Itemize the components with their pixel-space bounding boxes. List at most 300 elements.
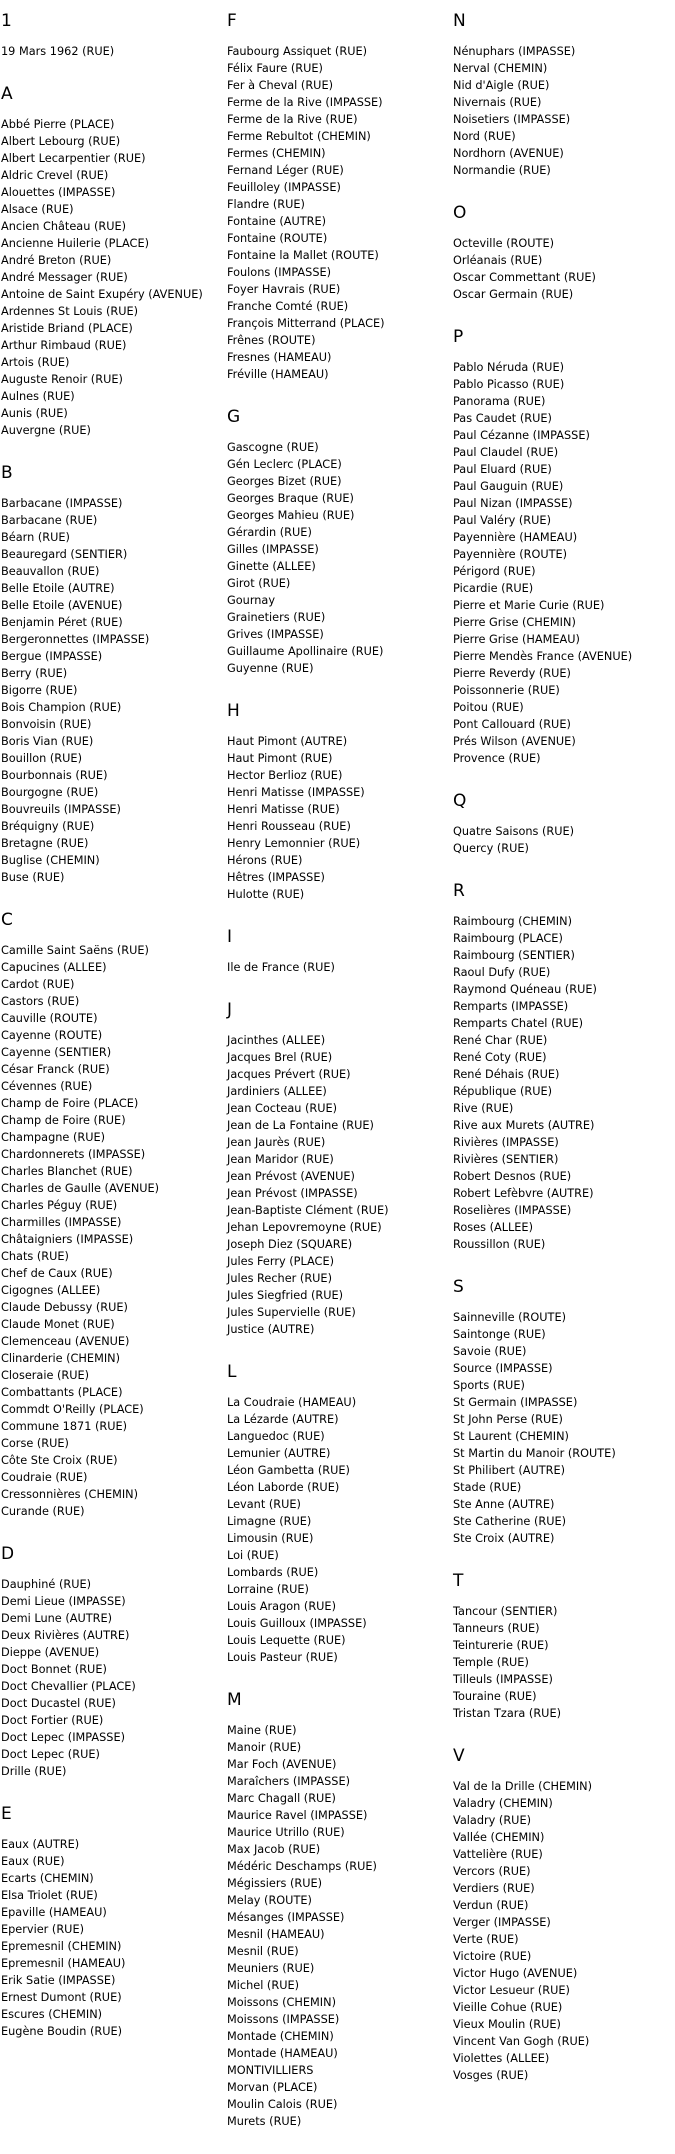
street-entry: Fernand Léger (RUE): [227, 164, 344, 177]
street-column-2: [227, 11, 452, 2154]
street-entry: Murets (RUE): [227, 2115, 302, 2128]
street-entry: Camille Saint Saëns (RUE): [1, 944, 149, 957]
street-entry: La Lézarde (AUTRE): [227, 1413, 339, 1426]
street-entry: Mégissiers (RUE): [227, 1877, 323, 1890]
letter-section: [227, 1690, 452, 2130]
street-entry: Pas Caudet (RUE): [453, 412, 552, 425]
street-entry: Saintonge (RUE): [453, 1328, 546, 1341]
street-entry: Benjamin Péret (RUE): [1, 616, 123, 629]
street-entry: Périgord (RUE): [453, 565, 536, 578]
street-entry: Jean Cocteau (RUE): [227, 1102, 338, 1115]
street-entry: Victoire (RUE): [453, 1950, 532, 1963]
street-entry: Raymond Quéneau (RUE): [453, 983, 597, 996]
street-entry: Champ de Foire (PLACE): [1, 1097, 139, 1110]
letter-heading: 1: [1, 11, 12, 31]
street-entry: Lombards (RUE): [227, 1566, 319, 1579]
street-entry: Cayenne (SENTIER): [1, 1046, 112, 1059]
street-entry: Paul Valéry (RUE): [453, 514, 551, 527]
street-entry: Girot (RUE): [227, 577, 291, 590]
letter-section: [227, 927, 452, 976]
street-entry: 19 Mars 1962 (RUE): [1, 45, 115, 58]
street-entry: Loi (RUE): [227, 1549, 279, 1562]
street-entry: Erik Satie (IMPASSE): [1, 1974, 116, 1987]
street-entry: Hector Berlioz (RUE): [227, 769, 343, 782]
street-entry: Buse (RUE): [1, 871, 65, 884]
street-entry: Gérardin (RUE): [227, 526, 312, 539]
street-entry: Picardie (RUE): [453, 582, 534, 595]
street-entry: Corse (RUE): [1, 1437, 69, 1450]
street-entry: Coudraie (RUE): [1, 1471, 88, 1484]
street-entry: Quatre Saisons (RUE): [453, 825, 575, 838]
street-entry: Deux Rivières (AUTRE): [1, 1629, 130, 1642]
street-entry: Michel (RUE): [227, 1979, 300, 1992]
street-entry: Jean Prévost (AVENUE): [227, 1170, 355, 1183]
letter-section: [1, 84, 226, 439]
street-entry: Henri Matisse (IMPASSE): [227, 786, 365, 799]
street-entry: Fréville (HAMEAU): [227, 368, 329, 381]
street-entry: Limousin (RUE): [227, 1532, 314, 1545]
street-entry: Pablo Picasso (RUE): [453, 378, 565, 391]
letter-section: [227, 407, 452, 677]
street-entry: Béarn (RUE): [1, 531, 70, 544]
street-column-1: [1, 11, 226, 2064]
street-entry: Touraine (RUE): [453, 1690, 537, 1703]
street-entry: Maurice Utrillo (RUE): [227, 1826, 345, 1839]
street-entry: Charles de Gaulle (AVENUE): [1, 1182, 160, 1195]
street-entry: Ecarts (CHEMIN): [1, 1872, 94, 1885]
street-entry: Côte Ste Croix (RUE): [1, 1454, 118, 1467]
street-entry: Pierre Reverdy (RUE): [453, 667, 571, 680]
street-entry: Nénuphars (IMPASSE): [453, 45, 576, 58]
street-entry: Félix Faure (RUE): [227, 62, 323, 75]
street-entry: Frênes (ROUTE): [227, 334, 316, 347]
street-entry: Epaville (HAMEAU): [1, 1906, 107, 1919]
street-entry: Tancour (SENTIER): [453, 1605, 558, 1618]
street-entry: Charles Péguy (RUE): [1, 1199, 118, 1212]
street-entry: Tristan Tzara (RUE): [453, 1707, 561, 1720]
letter-heading: C: [1, 910, 13, 930]
street-entry: Bouillon (RUE): [1, 752, 82, 765]
street-entry: Bonvoisin (RUE): [1, 718, 92, 731]
street-entry: Guyenne (RUE): [227, 662, 314, 675]
street-entry: Source (IMPASSE): [453, 1362, 553, 1375]
street-entry: Jean Maridor (RUE): [227, 1153, 334, 1166]
street-entry: Doct Lepec (IMPASSE): [1, 1731, 126, 1744]
street-entry: Violettes (ALLEE): [453, 2052, 550, 2065]
street-entry: Stade (RUE): [453, 1481, 522, 1494]
street-entry: Noisetiers (IMPASSE): [453, 113, 571, 126]
street-entry: St Martin du Manoir (ROUTE): [453, 1447, 616, 1460]
street-entry: Médéric Deschamps (RUE): [227, 1860, 377, 1873]
street-entry: Doct Ducastel (RUE): [1, 1697, 116, 1710]
street-entry: Savoie (RUE): [453, 1345, 527, 1358]
letter-heading: D: [1, 1544, 15, 1564]
street-entry: Rive (RUE): [453, 1102, 514, 1115]
street-entry: Combattants (PLACE): [1, 1386, 123, 1399]
street-entry: Aristide Briand (PLACE): [1, 322, 133, 335]
street-entry: Ernest Dumont (RUE): [1, 1991, 122, 2004]
letter-heading: O: [453, 203, 467, 223]
street-entry: Quercy (RUE): [453, 842, 529, 855]
street-entry: Aulnes (RUE): [1, 390, 75, 403]
street-entry: Pierre Grise (CHEMIN): [453, 616, 576, 629]
street-entry: Aldric Crevel (RUE): [1, 169, 109, 182]
street-entry: Berry (RUE): [1, 667, 68, 680]
street-entry: Eaux (AUTRE): [1, 1838, 80, 1851]
street-entry: Fermes (CHEMIN): [227, 147, 326, 160]
letter-section: [453, 1571, 673, 1722]
letter-section: [453, 11, 673, 179]
street-entry: Eugène Boudin (RUE): [1, 2025, 123, 2038]
letter-heading: R: [453, 881, 465, 901]
street-entry: Raimbourg (SENTIER): [453, 949, 575, 962]
street-entry: Paul Nizan (IMPASSE): [453, 497, 573, 510]
street-entry: Jacques Brel (RUE): [227, 1051, 333, 1064]
street-entry: Closeraie (RUE): [1, 1369, 90, 1382]
street-entry: Beauvallon (RUE): [1, 565, 100, 578]
street-entry: Georges Bizet (RUE): [227, 475, 342, 488]
street-entry: Capucines (ALLEE): [1, 961, 107, 974]
street-entry: René Coty (RUE): [453, 1051, 547, 1064]
street-entry: Bourgogne (RUE): [1, 786, 99, 799]
street-entry: Louis Aragon (RUE): [227, 1600, 336, 1613]
street-entry: Orléanais (RUE): [453, 254, 543, 267]
street-entry: Rivières (SENTIER): [453, 1153, 559, 1166]
street-entry: Bourbonnais (RUE): [1, 769, 108, 782]
street-entry: Ste Croix (AUTRE): [453, 1532, 555, 1545]
street-entry: Tilleuls (IMPASSE): [453, 1673, 553, 1686]
street-entry: Hérons (RUE): [227, 854, 303, 867]
street-entry: Commune 1871 (RUE): [1, 1420, 128, 1433]
street-entry: Epremesnil (CHEMIN): [1, 1940, 122, 1953]
street-entry: Dauphiné (RUE): [1, 1578, 92, 1591]
street-entry: Bouvreuils (IMPASSE): [1, 803, 121, 816]
street-entry: Ardennes St Louis (RUE): [1, 305, 139, 318]
street-entry: Pont Callouard (RUE): [453, 718, 571, 731]
street-entry: Albert Lebourg (RUE): [1, 135, 121, 148]
letter-section: [453, 203, 673, 303]
street-entry: Mar Foch (AVENUE): [227, 1758, 337, 1771]
street-entry: Bréquigny (RUE): [1, 820, 95, 833]
street-entry: Vincent Van Gogh (RUE): [453, 2035, 590, 2048]
street-entry: Ile de France (RUE): [227, 961, 335, 974]
street-entry: Hulotte (RUE): [227, 888, 305, 901]
street-entry: Flandre (RUE): [227, 198, 305, 211]
street-entry: Mesnil (HAMEAU): [227, 1928, 325, 1941]
street-entry: Ginette (ALLEE): [227, 560, 316, 573]
street-entry: Fresnes (HAMEAU): [227, 351, 332, 364]
street-entry: Bergue (IMPASSE): [1, 650, 103, 663]
street-entry: Grainetiers (RUE): [227, 611, 326, 624]
street-entry: Barbacane (IMPASSE): [1, 497, 123, 510]
street-entry: Rive aux Murets (AUTRE): [453, 1119, 595, 1132]
street-entry: Roselières (IMPASSE): [453, 1204, 572, 1217]
street-entry: René Déhais (RUE): [453, 1068, 560, 1081]
street-entry: Drille (RUE): [1, 1765, 67, 1778]
street-entry: Victor Hugo (AVENUE): [453, 1967, 578, 1980]
street-entry: Melay (ROUTE): [227, 1894, 312, 1907]
street-entry: Mésanges (IMPASSE): [227, 1911, 345, 1924]
street-entry: Payennière (HAMEAU): [453, 531, 578, 544]
street-entry: Verdun (RUE): [453, 1899, 529, 1912]
street-entry: Jean-Baptiste Clément (RUE): [227, 1204, 389, 1217]
letter-section: [227, 1362, 452, 1666]
street-entry: Ste Anne (AUTRE): [453, 1498, 555, 1511]
letter-heading: J: [227, 1000, 233, 1020]
street-entry: Pablo Néruda (RUE): [453, 361, 564, 374]
street-entry: Bigorre (RUE): [1, 684, 78, 697]
street-entry: Vallée (CHEMIN): [453, 1831, 545, 1844]
street-entry: Vercors (RUE): [453, 1865, 531, 1878]
street-entry: Lorraine (RUE): [227, 1583, 309, 1596]
street-entry: Fontaine (ROUTE): [227, 232, 328, 245]
street-entry: Vattelière (RUE): [453, 1848, 543, 1861]
street-entry: Valadry (RUE): [453, 1814, 531, 1827]
letter-section: [453, 1746, 673, 2084]
letter-section: [453, 881, 673, 1253]
street-entry: Epervier (RUE): [1, 1923, 84, 1936]
street-entry: Vosges (RUE): [453, 2069, 529, 2082]
street-entry: Bergeronnettes (IMPASSE): [1, 633, 150, 646]
street-entry: Ste Catherine (RUE): [453, 1515, 567, 1528]
street-entry: Nordhorn (AVENUE): [453, 147, 564, 160]
street-entry: Maurice Ravel (IMPASSE): [227, 1809, 368, 1822]
letter-section: [453, 327, 673, 767]
letter-section: [453, 1277, 673, 1547]
letter-section: [1, 1804, 226, 2040]
street-entry: St Germain (IMPASSE): [453, 1396, 578, 1409]
street-entry: Louis Pasteur (RUE): [227, 1651, 338, 1664]
letter-heading: S: [453, 1277, 464, 1297]
street-entry: Paul Cézanne (IMPASSE): [453, 429, 590, 442]
street-entry: Ancienne Huilerie (PLACE): [1, 237, 149, 250]
street-entry: Meuniers (RUE): [227, 1962, 315, 1975]
street-entry: Castors (RUE): [1, 995, 80, 1008]
street-entry: Prés Wilson (AVENUE): [453, 735, 576, 748]
street-entry: Georges Mahieu (RUE): [227, 509, 355, 522]
street-entry: Verger (IMPASSE): [453, 1916, 551, 1929]
street-entry: Clemenceau (AVENUE): [1, 1335, 130, 1348]
street-entry: Jules Supervielle (RUE): [227, 1306, 356, 1319]
street-entry: Hêtres (IMPASSE): [227, 871, 325, 884]
street-entry: Gilles (IMPASSE): [227, 543, 319, 556]
street-entry: Charmilles (IMPASSE): [1, 1216, 122, 1229]
street-entry: Maraîchers (IMPASSE): [227, 1775, 351, 1788]
street-entry: Eaux (RUE): [1, 1855, 65, 1868]
street-entry: Jules Siegfried (RUE): [227, 1289, 344, 1302]
street-entry: Georges Braque (RUE): [227, 492, 354, 505]
street-entry: Jean Prévost (IMPASSE): [227, 1187, 358, 1200]
street-entry: Paul Gauguin (RUE): [453, 480, 564, 493]
street-entry: Vieux Moulin (RUE): [453, 2018, 561, 2031]
street-entry: Lemunier (AUTRE): [227, 1447, 331, 1460]
street-entry: Doct Chevallier (PLACE): [1, 1680, 136, 1693]
street-entry: Chats (RUE): [1, 1250, 69, 1263]
street-entry: Valadry (CHEMIN): [453, 1797, 553, 1810]
street-entry: Robert Desnos (RUE): [453, 1170, 572, 1183]
street-entry: Belle Etoile (AUTRE): [1, 582, 115, 595]
letter-heading: M: [227, 1690, 242, 1710]
street-entry: Champ de Foire (RUE): [1, 1114, 126, 1127]
street-entry: Jehan Lepovremoyne (RUE): [227, 1221, 382, 1234]
street-entry: Albert Lecarpentier (RUE): [1, 152, 146, 165]
street-entry: Léon Laborde (RUE): [227, 1481, 340, 1494]
street-entry: Beauregard (SENTIER): [1, 548, 128, 561]
letter-section: [1, 910, 226, 1520]
street-entry: Verdiers (RUE): [453, 1882, 535, 1895]
street-entry: Auvergne (RUE): [1, 424, 91, 437]
street-entry: Ferme Rebultot (CHEMIN): [227, 130, 371, 143]
street-entry: René Char (RUE): [453, 1034, 548, 1047]
street-entry: Payennière (ROUTE): [453, 548, 568, 561]
street-entry: Ferme de la Rive (RUE): [227, 113, 358, 126]
street-entry: Haut Pimont (AUTRE): [227, 735, 348, 748]
street-entry: Temple (RUE): [453, 1656, 529, 1669]
street-entry: Grives (IMPASSE): [227, 628, 324, 641]
street-entry: Jules Recher (RUE): [227, 1272, 332, 1285]
street-entry: Auguste Renoir (RUE): [1, 373, 123, 386]
street-entry: Pierre Grise (HAMEAU): [453, 633, 580, 646]
street-entry: Artois (RUE): [1, 356, 70, 369]
street-entry: Henri Matisse (RUE): [227, 803, 340, 816]
street-entry: St Philibert (AUTRE): [453, 1464, 566, 1477]
letter-heading: V: [453, 1746, 465, 1766]
street-entry: Nord (RUE): [453, 130, 516, 143]
street-entry: Remparts Chatel (RUE): [453, 1017, 584, 1030]
street-entry: Claude Monet (RUE): [1, 1318, 115, 1331]
street-entry: César Franck (RUE): [1, 1063, 110, 1076]
street-entry: Henry Lemonnier (RUE): [227, 837, 361, 850]
street-entry: Jules Ferry (PLACE): [227, 1255, 334, 1268]
street-entry: Gén Leclerc (PLACE): [227, 458, 342, 471]
street-entry: Jean de La Fontaine (RUE): [227, 1119, 374, 1132]
letter-heading: L: [227, 1362, 237, 1382]
street-entry: Moissons (IMPASSE): [227, 2013, 340, 2026]
street-entry: Henri Rousseau (RUE): [227, 820, 351, 833]
street-entry: Chef de Caux (RUE): [1, 1267, 113, 1280]
street-entry: Foyer Havrais (RUE): [227, 283, 341, 296]
street-entry: Doct Bonnet (RUE): [1, 1663, 107, 1676]
street-entry: Montade (CHEMIN): [227, 2030, 334, 2043]
letter-section: [1, 463, 226, 886]
street-entry: Guillaume Apollinaire (RUE): [227, 645, 384, 658]
street-entry: Louis Lequette (RUE): [227, 1634, 346, 1647]
street-entry: Elsa Triolet (RUE): [1, 1889, 98, 1902]
street-entry: Moissons (CHEMIN): [227, 1996, 336, 2009]
street-entry: Jacinthes (ALLEE): [227, 1034, 326, 1047]
street-entry: République (RUE): [453, 1085, 553, 1098]
street-entry: Roses (ALLEE): [453, 1221, 533, 1234]
letter-heading: B: [1, 463, 13, 483]
street-entry: Belle Etoile (AVENUE): [1, 599, 123, 612]
street-entry: Foulons (IMPASSE): [227, 266, 332, 279]
street-entry: Raimbourg (CHEMIN): [453, 915, 572, 928]
street-entry: Justice (AUTRE): [227, 1323, 315, 1336]
letter-heading: E: [1, 1804, 12, 1824]
street-entry: Gascogne (RUE): [227, 441, 319, 454]
street-entry: André Messager (RUE): [1, 271, 128, 284]
street-entry: Marc Chagall (RUE): [227, 1792, 336, 1805]
street-entry: Nivernais (RUE): [453, 96, 542, 109]
street-entry: Joseph Diez (SQUARE): [227, 1238, 353, 1251]
street-entry: Maine (RUE): [227, 1724, 297, 1737]
street-entry: Commdt O'Reilly (PLACE): [1, 1403, 144, 1416]
street-entry: Oscar Germain (RUE): [453, 288, 574, 301]
street-entry: Cévennes (RUE): [1, 1080, 93, 1093]
letter-section: [453, 791, 673, 857]
letter-section: [227, 1000, 452, 1338]
street-entry: Provence (RUE): [453, 752, 541, 765]
street-entry: St Laurent (CHEMIN): [453, 1430, 569, 1443]
street-entry: Charles Blanchet (RUE): [1, 1165, 133, 1178]
street-entry: Levant (RUE): [227, 1498, 301, 1511]
street-entry: Teinturerie (RUE): [453, 1639, 549, 1652]
street-entry: Moulin Calois (RUE): [227, 2098, 338, 2111]
street-entry: André Breton (RUE): [1, 254, 112, 267]
street-entry: Franche Comté (RUE): [227, 300, 349, 313]
street-entry: Cressonnières (CHEMIN): [1, 1488, 139, 1501]
street-entry: Max Jacob (RUE): [227, 1843, 321, 1856]
street-entry: La Coudraie (HAMEAU): [227, 1396, 357, 1409]
street-entry: Châtaigniers (IMPASSE): [1, 1233, 134, 1246]
street-entry: Alouettes (IMPASSE): [1, 186, 116, 199]
street-entry: Vieille Cohue (RUE): [453, 2001, 563, 2014]
street-entry: Aunis (RUE): [1, 407, 68, 420]
street-entry: Antoine de Saint Exupéry (AVENUE): [1, 288, 203, 301]
letter-heading: A: [1, 84, 13, 104]
letter-heading: T: [453, 1571, 464, 1591]
street-entry: Abbé Pierre (PLACE): [1, 118, 115, 131]
street-entry: Fontaine la Mallet (ROUTE): [227, 249, 379, 262]
street-entry: Pierre et Marie Curie (RUE): [453, 599, 605, 612]
street-entry: Poitou (RUE): [453, 701, 524, 714]
street-entry: Roussillon (RUE): [453, 1238, 546, 1251]
letter-heading: H: [227, 701, 240, 721]
street-entry: Morvan (PLACE): [227, 2081, 318, 2094]
street-entry: Sports (RUE): [453, 1379, 525, 1392]
street-entry: Victor Lesueur (RUE): [453, 1984, 570, 1997]
letter-section: [227, 701, 452, 903]
street-entry: Demi Lune (AUTRE): [1, 1612, 113, 1625]
street-entry: Ferme de la Rive (IMPASSE): [227, 96, 383, 109]
street-entry: Raoul Dufy (RUE): [453, 966, 551, 979]
street-entry: Dieppe (AVENUE): [1, 1646, 100, 1659]
letter-section: [227, 11, 452, 383]
street-entry: Faubourg Assiquet (RUE): [227, 45, 368, 58]
street-entry: Limagne (RUE): [227, 1515, 312, 1528]
street-entry: Chardonnerets (IMPASSE): [1, 1148, 146, 1161]
letter-heading: N: [453, 11, 466, 31]
street-entry: Ancien Château (RUE): [1, 220, 127, 233]
street-entry: Feuilloley (IMPASSE): [227, 181, 341, 194]
street-entry: Robert Lefèbvre (AUTRE): [453, 1187, 594, 1200]
street-entry: Clinarderie (CHEMIN): [1, 1352, 121, 1365]
street-entry: Curande (RUE): [1, 1505, 85, 1518]
street-entry: Paul Claudel (RUE): [453, 446, 559, 459]
letter-heading: P: [453, 327, 464, 347]
street-entry: Tanneurs (RUE): [453, 1622, 540, 1635]
street-entry: St John Perse (RUE): [453, 1413, 563, 1426]
street-entry: Barbacane (RUE): [1, 514, 98, 527]
street-entry: Buglise (CHEMIN): [1, 854, 100, 867]
street-entry: Alsace (RUE): [1, 203, 74, 216]
street-entry: Poissonnerie (RUE): [453, 684, 560, 697]
street-entry: Jardiniers (ALLEE): [227, 1085, 327, 1098]
street-entry: Léon Gambetta (RUE): [227, 1464, 350, 1477]
street-entry: Mesnil (RUE): [227, 1945, 299, 1958]
street-entry: Bretagne (RUE): [1, 837, 89, 850]
street-entry: François Mitterrand (PLACE): [227, 317, 385, 330]
